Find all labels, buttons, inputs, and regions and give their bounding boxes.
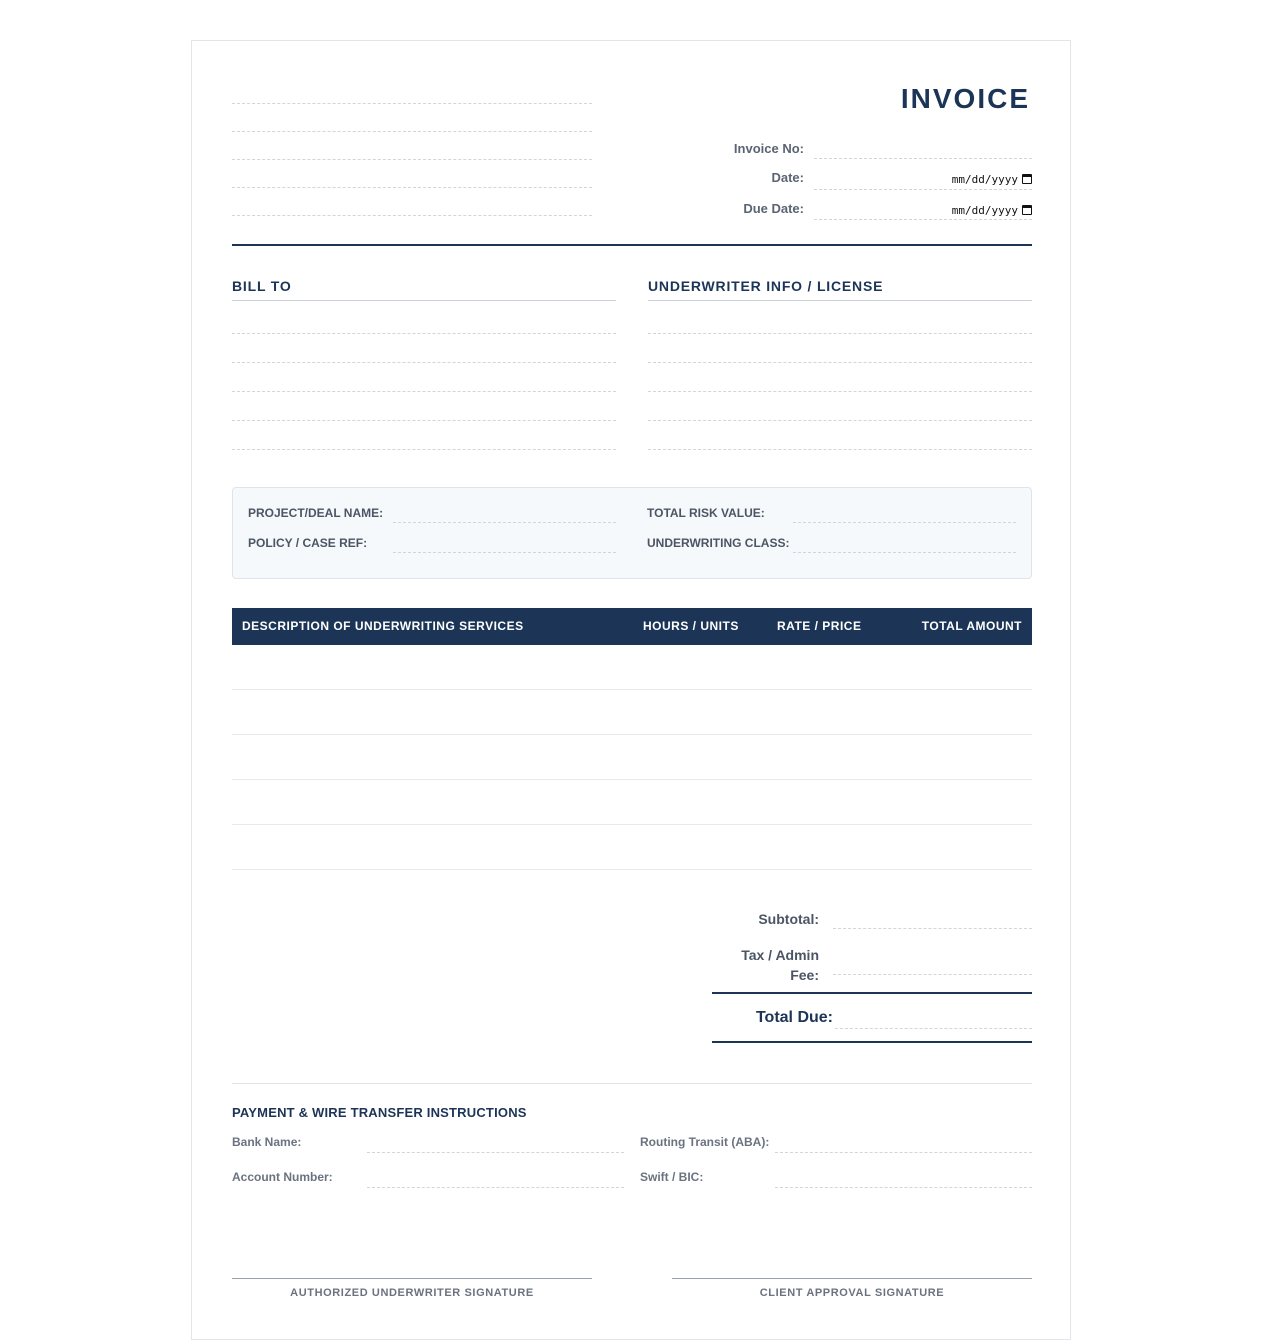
total-bottom-rule <box>712 1041 1032 1043</box>
table-row[interactable] <box>232 869 1032 870</box>
company-line-3[interactable] <box>232 159 592 160</box>
underwriting-class-label: UNDERWRITING CLASS: <box>647 536 790 550</box>
underwriter-signature-label: AUTHORIZED UNDERWRITER SIGNATURE <box>290 1287 534 1299</box>
risk-value-label: TOTAL RISK VALUE: <box>647 506 765 520</box>
project-info-box <box>232 487 1032 579</box>
swift-label: Swift / BIC: <box>640 1170 704 1184</box>
invoice-title: INVOICE <box>900 83 1030 114</box>
bill-to-line-3[interactable] <box>232 391 616 392</box>
client-signature-label: CLIENT APPROVAL SIGNATURE <box>759 1287 945 1299</box>
underwriter-line-4[interactable] <box>648 420 1032 421</box>
total-due-input[interactable] <box>835 1028 1032 1029</box>
calendar-icon[interactable] <box>1022 205 1032 215</box>
underwriter-underline <box>648 300 1032 301</box>
invoice-no-label: Invoice No: <box>733 141 804 156</box>
account-number-input[interactable] <box>367 1187 624 1188</box>
bill-to-underline <box>232 300 616 301</box>
date-placeholder: mm/dd/yyyy <box>951 172 1018 186</box>
calendar-icon[interactable] <box>1022 174 1032 184</box>
date-input-underline <box>814 189 1032 190</box>
bill-to-heading: BILL TO <box>232 278 292 294</box>
client-signature-line[interactable] <box>672 1278 1032 1279</box>
underwriter-line-5[interactable] <box>648 449 1032 450</box>
policy-ref-label: POLICY / CASE REF: <box>248 536 368 550</box>
due-date-placeholder: mm/dd/yyyy <box>951 203 1018 217</box>
swift-input[interactable] <box>775 1187 1032 1188</box>
tax-label-line2: Fee: <box>790 967 819 983</box>
payment-heading: PAYMENT & WIRE TRANSFER INSTRUCTIONS <box>232 1105 527 1120</box>
bill-to-line-1[interactable] <box>232 333 616 334</box>
tax-label-line1: Tax / Admin <box>741 947 819 963</box>
due-date-input[interactable] <box>814 202 1032 218</box>
company-line-1[interactable] <box>232 103 592 104</box>
total-top-rule <box>712 992 1032 994</box>
underwriter-line-2[interactable] <box>648 362 1032 363</box>
due-date-label: Due Date: <box>743 201 804 216</box>
services-table-header <box>232 608 1032 645</box>
underwriter-heading: UNDERWRITER INFO / LICENSE <box>648 278 884 294</box>
deal-name-label: PROJECT/DEAL NAME: <box>248 506 384 520</box>
column-hours: HOURS / UNITS <box>643 619 739 633</box>
underwriting-class-input[interactable] <box>793 552 1016 553</box>
subtotal-input[interactable] <box>833 928 1032 929</box>
company-line-2[interactable] <box>232 131 592 132</box>
invoice-page <box>191 40 1071 1340</box>
invoice-no-input[interactable] <box>814 158 1032 159</box>
column-total: TOTAL AMOUNT <box>921 619 1022 633</box>
bill-to-line-5[interactable] <box>232 449 616 450</box>
routing-input[interactable] <box>775 1152 1032 1153</box>
company-line-5[interactable] <box>232 215 592 216</box>
routing-label: Routing Transit (ABA): <box>640 1135 770 1149</box>
tax-input[interactable] <box>833 974 1032 975</box>
table-row[interactable] <box>232 734 1032 735</box>
underwriter-line-1[interactable] <box>648 333 1032 334</box>
company-line-4[interactable] <box>232 187 592 188</box>
column-rate: RATE / PRICE <box>777 619 862 633</box>
header-divider <box>232 244 1032 246</box>
policy-ref-input[interactable] <box>393 552 616 553</box>
account-number-label: Account Number: <box>232 1170 333 1184</box>
bank-name-input[interactable] <box>367 1152 624 1153</box>
table-row[interactable] <box>232 689 1032 690</box>
table-row[interactable] <box>232 779 1032 780</box>
underwriter-line-3[interactable] <box>648 391 1032 392</box>
total-due-label: Total Due: <box>755 1009 833 1026</box>
underwriter-signature-line[interactable] <box>232 1278 592 1279</box>
payment-divider <box>232 1083 1032 1084</box>
date-input[interactable] <box>814 171 1032 187</box>
due-date-input-underline <box>814 219 1032 220</box>
deal-name-input[interactable] <box>393 522 616 523</box>
table-row[interactable] <box>232 824 1032 825</box>
bill-to-line-2[interactable] <box>232 362 616 363</box>
risk-value-input[interactable] <box>793 522 1016 523</box>
column-description: DESCRIPTION OF UNDERWRITING SERVICES <box>242 619 524 633</box>
subtotal-label: Subtotal: <box>758 911 819 927</box>
bank-name-label: Bank Name: <box>232 1135 302 1149</box>
bill-to-line-4[interactable] <box>232 420 616 421</box>
date-label: Date: <box>771 170 804 185</box>
